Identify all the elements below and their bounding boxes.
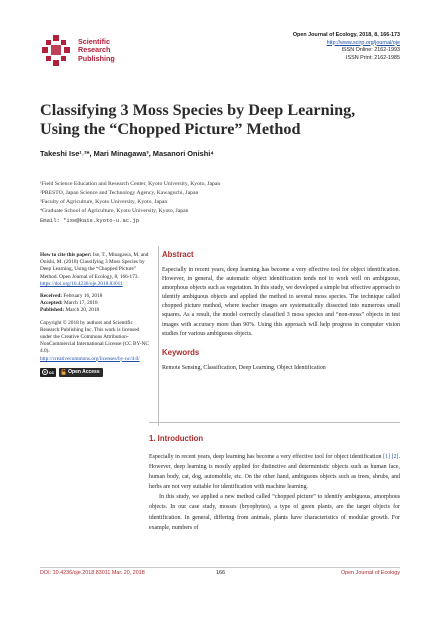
author-email: Email: *ise@kais.kyoto-u.ac.jp <box>40 217 140 225</box>
cc-license-badge[interactable] <box>40 368 56 377</box>
received-label: Received: <box>40 293 63 300</box>
citation-block <box>40 252 152 288</box>
journal-url-link[interactable]: http://www.scirp.org/journal/oje <box>326 39 400 46</box>
publisher-name-line: Publishing <box>78 53 115 63</box>
affiliation: ¹Field Science Education and Research Center, Kyoto University, Kyoto, Japan <box>40 181 221 187</box>
column-divider <box>158 246 159 426</box>
affiliation: ²PRESTO, Japan Science and Technology Agency, Kawaguchi, Japan <box>40 190 199 197</box>
license-badges <box>40 368 152 377</box>
publisher-logo[interactable] <box>40 34 160 68</box>
footer-journal: Open Journal of Ecology <box>340 570 400 576</box>
title-line: Using the “Chopped Picture” Method <box>40 120 301 138</box>
introduction-section <box>149 434 400 533</box>
cite-label: How to cite this paper: <box>40 252 92 258</box>
copyright-block <box>40 320 152 363</box>
published-date: March 20, 2018 <box>65 307 100 314</box>
doi-link[interactable]: https://doi.org/10.4236/oje.2018.83011 <box>40 280 123 287</box>
cite-text: Ise, T., Minagawa, M. and Onishi, M. (2018) Classifying 3 Moss Species by Deep Learning, Using the “Chopped Picture” Method. Open Journal of Ecology, 8, 166-173. <box>40 252 149 280</box>
accepted-date: March 17, 2018 <box>63 300 98 307</box>
abstract-column <box>162 250 400 373</box>
cc-badge-label: cc <box>49 369 55 375</box>
affiliations <box>40 180 400 225</box>
open-lock-icon <box>61 369 66 375</box>
open-access-label: Open Access <box>68 368 100 375</box>
publisher-name-line: Research <box>78 45 111 55</box>
scirp-logo-icon <box>40 34 74 68</box>
page-number: 166 <box>216 570 225 576</box>
affiliation: ⁴Graduate School of Agriculture, Kyoto University, Kyoto, Japan <box>40 208 189 215</box>
abstract-text: Especially in recent years, deep learning has become a very effective tool for object identification. However, in general, the automatic object identification tends not to work well on ambiguous, amorphous objects such as vegetation. In this study, we developed a simple but effective approach to identify ambiguous objects and applied the method to several moss species. The technique called chopped picture method, where teacher images are systematically dissected into numerous small squares. As a result, the model correctly classified 3 moss species and “non-moss” objects in test images with accuracy more than 90%. Using this approach will help progress in computer vision studies for various ambiguous objects. <box>162 267 400 337</box>
paper-title <box>40 101 400 139</box>
dates-block <box>40 293 152 315</box>
received-date: February 16, 2018 <box>63 293 103 300</box>
intro-paragraph: In this study, we applied a new method called “chopped picture” to identify ambiguous, amorphous objects. In our case study, mosses (bryophytes), a type of green plants, are the target objects for identification. In general, differing from animals, plants have characteristics of modular growth. For example, numbers of <box>149 494 400 531</box>
author-list: Takeshi Ise¹˒²*, Mari Minagawa³, Masanori Onishi⁴ <box>40 149 214 158</box>
abstract-heading: Abstract <box>162 250 194 259</box>
footer-rule <box>40 567 400 568</box>
cc-icon: c <box>44 370 46 375</box>
intro-paragraph <box>149 452 400 492</box>
copyright-text: Copyright © 2018 by authors and Scientific Research Publishing Inc. This work is licensed under the Creative Commons Attribution-NonCommercial International License (CC BY-NC 4.0). <box>40 319 149 355</box>
section-divider <box>149 422 400 423</box>
accepted-label: Accepted: <box>40 300 63 307</box>
article-sidebar <box>40 252 152 377</box>
footer-doi: DOI: 10.4236/oje.2018.83011 Mar. 20, 2018 <box>40 570 145 576</box>
open-access-badge[interactable] <box>59 368 103 377</box>
reference-link[interactable]: [1] [2] <box>383 454 399 460</box>
issn-print: ISSN Print: 2162-1985 <box>346 54 400 61</box>
keywords-heading: Keywords <box>162 347 200 357</box>
introduction-heading: 1. Introduction <box>149 434 204 443</box>
publisher-name <box>78 38 115 63</box>
journal-citation: Open Journal of Ecology, 2018, 8, 166-173 <box>292 32 400 38</box>
affiliation: ³Faculty of Agriculture, Kyoto University, Kyoto, Japan <box>40 199 168 206</box>
published-label: Published: <box>40 307 65 314</box>
keywords-text: Remote Sensing, Classification, Deep Learning, Object Identification <box>162 364 326 371</box>
issn-online: ISSN Online: 2162-1993 <box>341 47 400 54</box>
publisher-name-line: Scientific <box>78 37 110 46</box>
title-line: Classifying 3 Moss Species by Deep Learning, <box>40 101 356 119</box>
intro-text: . However, deep learning is mostly applied for distinctive and deterministic objects such as human face, human body, cat, dog, automobile, etc. On the other hand, ambiguous objects such as trees, shrubs, and herbs are not very suitable for identification with machine learning. <box>149 454 400 491</box>
journal-info <box>200 32 400 62</box>
license-link[interactable]: http://creativecommons.org/licenses/by-nc/4.0/ <box>40 355 140 362</box>
intro-text: Especially in recent years, deep learning has become a very effective tool for object identification <box>149 454 384 460</box>
